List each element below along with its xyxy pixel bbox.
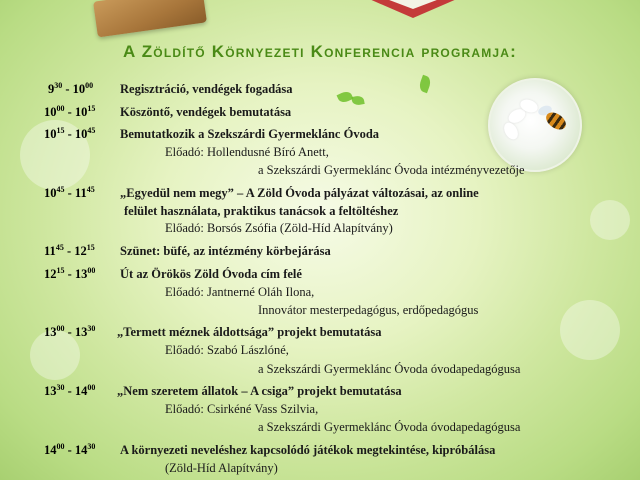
program-item-title: „Termett méznek áldottsága” projekt bemutatása <box>117 325 382 339</box>
program-item-title-cont: felület használata, praktikus tanácsok a feltöltéshez <box>124 204 399 218</box>
presenter-name: Előadó: Hollendusné Bíró Anett, <box>165 145 329 159</box>
presenter-name: Előadó: Szabó Lászlóné, <box>165 343 289 357</box>
program-item-title: Köszöntő, vendégek bemutatása <box>120 105 292 119</box>
time-range: $13^{30} - 14^{00}$ <box>44 383 96 398</box>
program-item-title: A környezeti neveléshez kapcsolódó játékok megtekintése, kipróbálása <box>120 443 496 457</box>
presenter-name: Előadó: Csirkéné Vass Szilvia, <box>165 402 319 416</box>
time-range: $12^{15} - 13^{00}$ <box>44 266 96 281</box>
time-range: $10^{45} - 11^{45}$ <box>44 185 95 200</box>
presenter-name: Előadó: Borsós Zsófia (Zöld-Híd Alapítvány) <box>165 221 393 235</box>
presenter-name: (Zöld-Híd Alapítvány) <box>165 461 278 475</box>
presenter-role: a Szekszárdi Gyermeklánc Óvoda óvodapedagógusa <box>258 420 521 434</box>
program-item-title: Szünet: büfé, az intézmény körbejárása <box>120 244 331 258</box>
time-range: $9^{30} - 10^{00}$ <box>48 81 94 96</box>
time-range: $13^{00} - 13^{30}$ <box>44 324 96 339</box>
program-item-title: „Nem szeretem állatok – A csiga” projekt bemutatása <box>117 384 402 398</box>
program-item-title: Bemutatkozik a Szekszárdi Gyermeklánc Óvoda <box>120 127 380 141</box>
presenter-role: a Szekszárdi Gyermeklánc Óvoda óvodapedagógusa <box>258 362 521 376</box>
presenter-role: a Szekszárdi Gyermeklánc Óvoda intézményvezetője <box>258 163 525 177</box>
program-item-title: Regisztráció, vendégek fogadása <box>120 82 293 96</box>
program-item-title: Út az Örökös Zöld Óvoda cím felé <box>120 267 302 281</box>
presenter-name: Előadó: Jantnerné Oláh Ilona, <box>165 285 315 299</box>
page-title: A Zöldítő Környezeti Konferencia programja: <box>122 42 518 61</box>
time-range: $10^{15} - 10^{45}$ <box>44 126 96 141</box>
time-range: $10^{00} - 10^{15}$ <box>44 104 96 119</box>
program-item-title: „Egyedül nem megy” – A Zöld Óvoda pályázat változásai, az online <box>120 186 479 200</box>
time-range: $11^{45} - 12^{15}$ <box>44 243 95 258</box>
time-range: $14^{00} - 14^{30}$ <box>44 442 96 457</box>
presenter-role: Innovátor mesterpedagógus, erdőpedagógus <box>258 303 479 317</box>
